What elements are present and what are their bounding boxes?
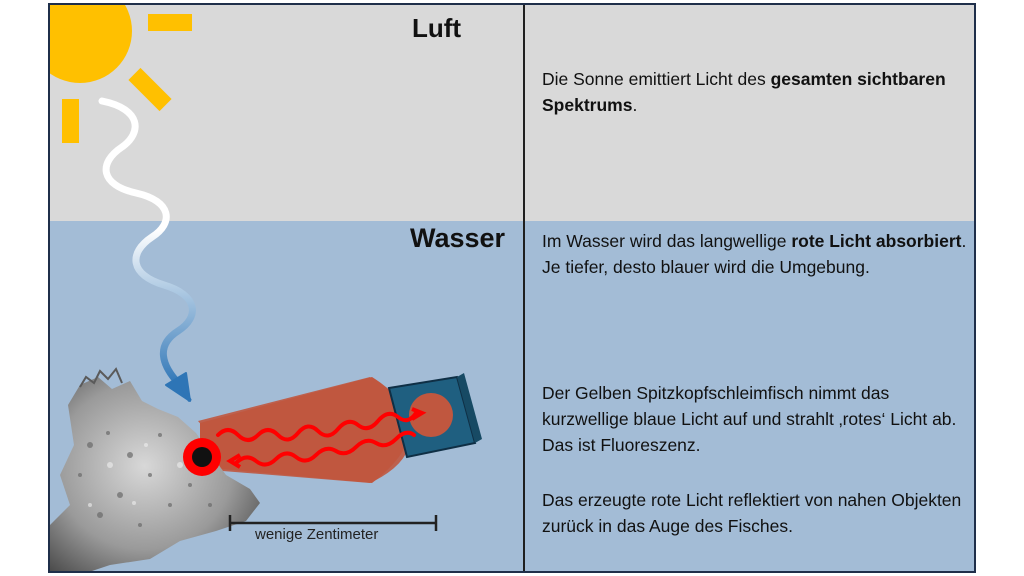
reflection-description: Das erzeugte rote Licht reflektiert von nahen Objekten zurück in das Auge des Fisches. [542, 490, 962, 536]
air-label: Luft [412, 13, 462, 43]
light-ray-arrow-icon [102, 101, 192, 387]
water-label: Wasser [410, 223, 506, 253]
diagram-slide [48, 3, 976, 573]
illustration-panel [50, 5, 523, 573]
sun-icon [50, 5, 192, 143]
sun-text-pre: Die Sonne emittiert Licht des [542, 69, 771, 89]
scale-label: wenige Zentimeter [255, 526, 379, 543]
sun-text-bold: gesamten sichtbaren Spektrums [542, 69, 946, 115]
fluorescence-description: Der Gelben Spitzkopfschleimfisch nimmt das kurzwellige blaue Licht auf und strahlt ‚rotes‘ Licht ab. Das ist Fluoreszenz. [542, 383, 957, 455]
sun-description [542, 66, 967, 118]
water-description [542, 228, 967, 280]
column-divider [523, 5, 525, 571]
reflecting-object-icon [389, 373, 482, 457]
water-text-post: . Je tiefer, desto blauer wird die Umgebung. [542, 231, 967, 277]
water-text-bold: rote Licht absorbiert [791, 231, 962, 251]
sun-text-post: . [632, 95, 638, 115]
water-text-pre: Im Wasser wird das langwellige [542, 231, 792, 251]
